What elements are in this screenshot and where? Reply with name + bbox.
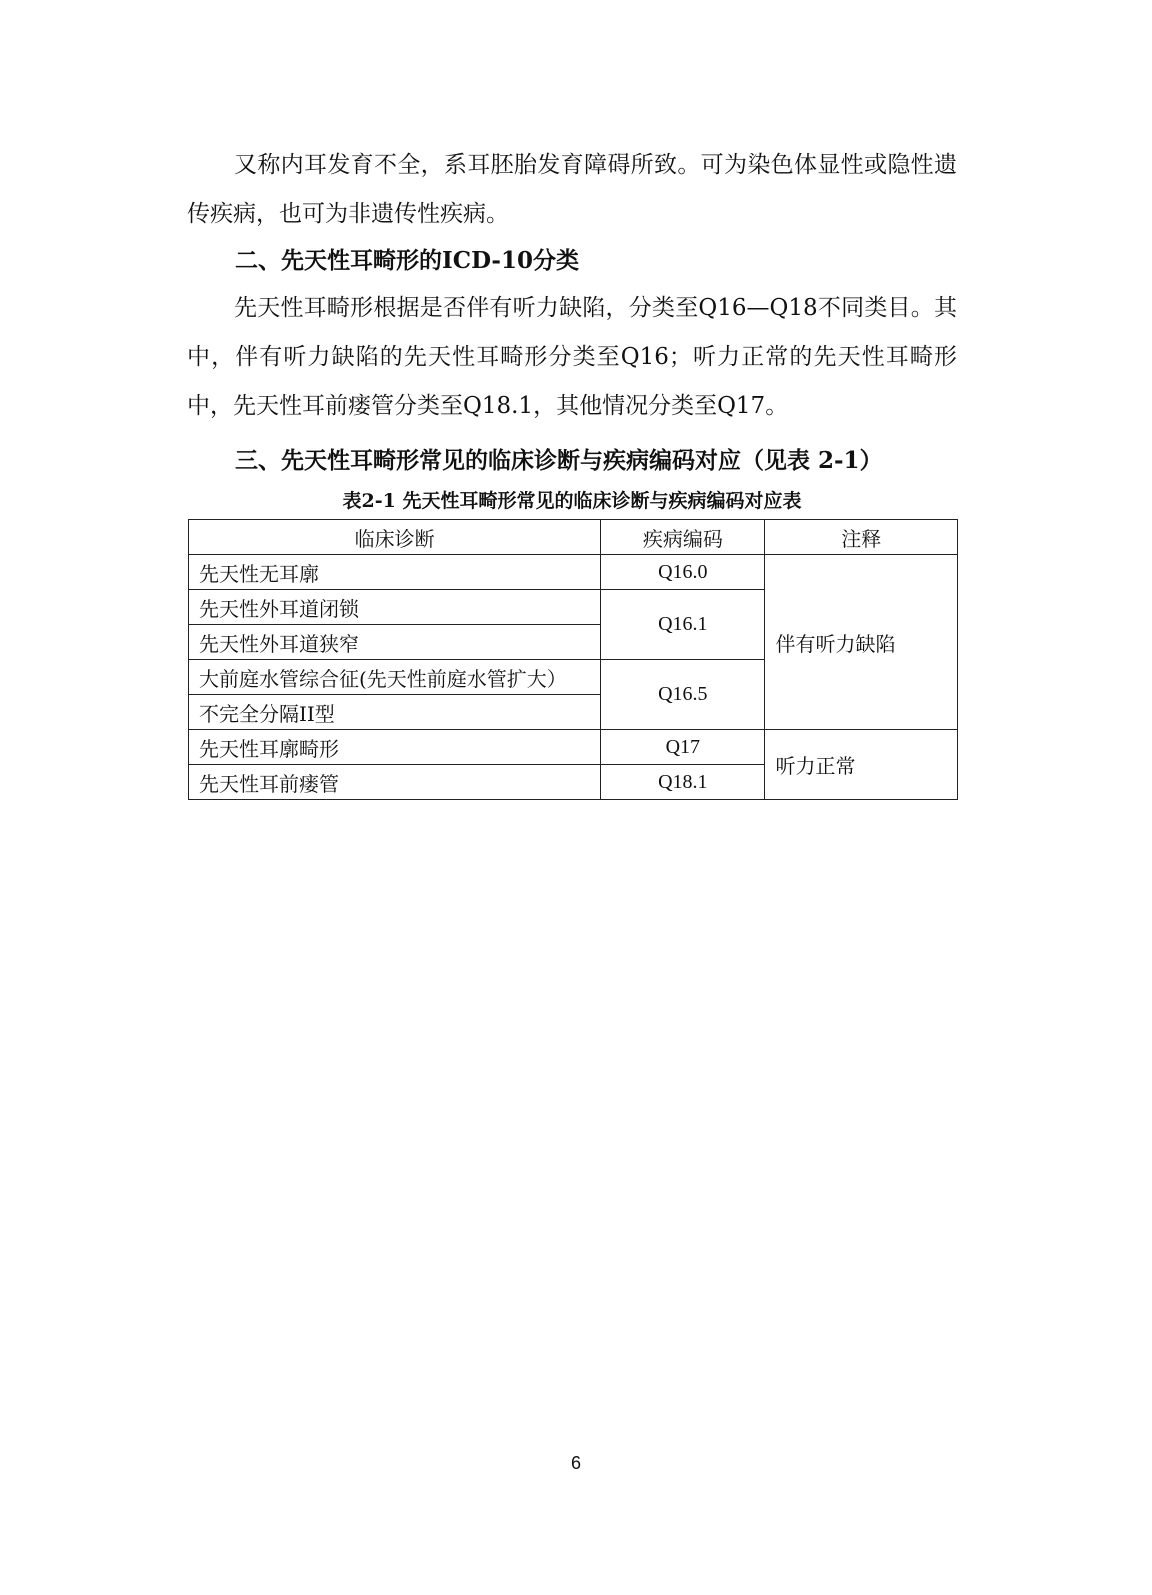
code-cell: Q16.1 bbox=[601, 590, 765, 660]
code-cell: Q17 bbox=[601, 730, 765, 765]
section-heading-icd10-classification: 二、先天性耳畸形的ICD-10分类 bbox=[235, 247, 579, 274]
diagnosis-cell: 先天性耳前瘘管 bbox=[189, 765, 601, 800]
diagnosis-cell: 先天性外耳道闭锁 bbox=[189, 590, 601, 625]
table-row bbox=[189, 555, 958, 590]
table-caption: 表2-1 先天性耳畸形常见的临床诊断与疾病编码对应表 bbox=[342, 490, 802, 512]
note-cell: 听力正常 bbox=[765, 730, 958, 800]
table-row bbox=[189, 730, 958, 765]
code-cell: Q16.5 bbox=[601, 660, 765, 730]
code-cell: Q18.1 bbox=[601, 765, 765, 800]
paragraph-inner-ear-dysplasia: 又称内耳发育不全，系耳胚胎发育障碍所致。可为染色体显性或隐性遗传疾病，也可为非遗传性疾病。 bbox=[187, 152, 957, 227]
code-cell: Q16.0 bbox=[601, 555, 765, 590]
diagnosis-code-table bbox=[188, 519, 958, 800]
paragraph-classification-rules: 先天性耳畸形根据是否伴有听力缺陷，分类至Q16—Q18不同类目。其中，伴有听力缺陷的先天性耳畸形分类至Q16；听力正常的先天性耳畸形中，先天性耳前瘘管分类至Q18.1，其他情况分类至Q17。 bbox=[187, 295, 957, 419]
table-header-row bbox=[189, 520, 958, 555]
section-heading-diagnosis-code-mapping: 三、先天性耳畸形常见的临床诊断与疾病编码对应（见表 2-1） bbox=[235, 447, 883, 474]
header-disease-code: 疾病编码 bbox=[601, 520, 765, 555]
header-clinical-diagnosis: 临床诊断 bbox=[189, 520, 601, 555]
diagnosis-cell: 不完全分隔II型 bbox=[189, 695, 601, 730]
diagnosis-cell: 大前庭水管综合征(先天性前庭水管扩大） bbox=[189, 660, 601, 695]
diagnosis-cell: 先天性外耳道狭窄 bbox=[189, 625, 601, 660]
header-notes: 注释 bbox=[765, 520, 958, 555]
note-cell: 伴有听力缺陷 bbox=[765, 555, 958, 730]
diagnosis-cell: 先天性耳廓畸形 bbox=[189, 730, 601, 765]
diagnosis-cell: 先天性无耳廓 bbox=[189, 555, 601, 590]
page-number: 6 bbox=[570, 1453, 581, 1473]
